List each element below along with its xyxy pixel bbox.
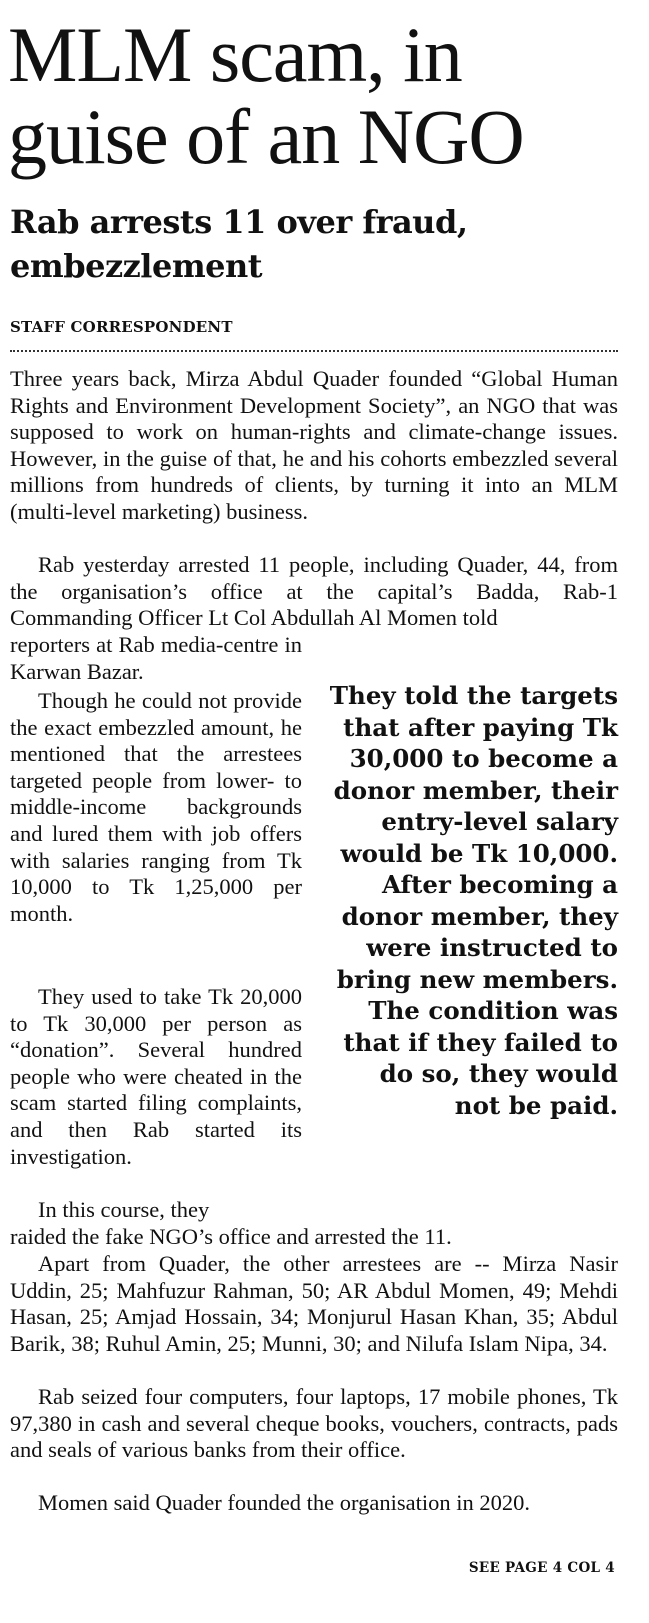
body-paragraph-5: In this course, they: [38, 1197, 210, 1222]
body-paragraph-8: Momen said Quader founded the organisation in 2020.: [38, 1490, 530, 1515]
body-paragraph-3: Though he could not provide the exact embezzled amount, he mentioned that the arrestees targeted people from lower- to middle-income backgrounds and lured them with job offers with salaries ranging from Tk 10,000 to Tk 1,25,000 per month.: [10, 688, 302, 926]
byline: STAFF CORRESPONDENT: [10, 318, 233, 336]
body-paragraph-1: Three years back, Mirza Abdul Quader founded “Global Human Rights and Environment Development Society”, an NGO that was supposed to work on human-rights and climate-change issues. However, in the guise of that, he and his cohorts embezzled several millions from hundreds of clients, by turning it into an MLM (multi-level marketing) business.: [10, 366, 618, 524]
pull-quote: They told the targets that after paying Tk 30,000 to become a donor member, their entry-level salary would be Tk 10,000. After becoming a donor member, they were instructed to bring new members. The condition was that if they failed to do so, they would not be paid.: [329, 681, 618, 1120]
body-paragraph-6: Apart from Quader, the other arrestees are -- Mirza Nasir Uddin, 25; Mahfuzur Rahman, 50; AR Abdul Momen, 49; Mehdi Hasan, 25; Amjad Hossain, 34; Monjurul Hasan Khan, 35; Abdul Barik, 38; Ruhul Amin, 25; Munni, 30; and Nilufa Islam Nipa, 34.: [10, 1251, 618, 1356]
headline: MLM scam, in guise of an NGO: [8, 11, 524, 180]
body-paragraph-5-continued: raided the fake NGO’s office and arrested the 11.: [10, 1224, 452, 1249]
byline-divider: [10, 350, 618, 352]
body-paragraph-4: They used to take Tk 20,000 to Tk 30,000 per person as “donation”. Several hundred people who were cheated in the scam started filing complaints, and then Rab started its investigation.: [10, 984, 302, 1169]
body-paragraph-2-continued: reporters at Rab media-centre in Karwan Bazar.: [10, 632, 302, 684]
body-paragraph-7: Rab seized four computers, four laptops, 17 mobile phones, Tk 97,380 in cash and several cheque books, vouchers, contracts, pads and seals of various banks from their office.: [10, 1384, 618, 1463]
subheadline: Rab arrests 11 over fraud, embezzlement: [10, 203, 468, 285]
jump-line: SEE PAGE 4 COL 4: [468, 1560, 615, 1576]
body-paragraph-2: Rab yesterday arrested 11 people, including Quader, 44, from the organisation’s office at the capital’s Badda, Rab-1 Commanding Officer Lt Col Abdullah Al Momen told: [10, 552, 618, 631]
